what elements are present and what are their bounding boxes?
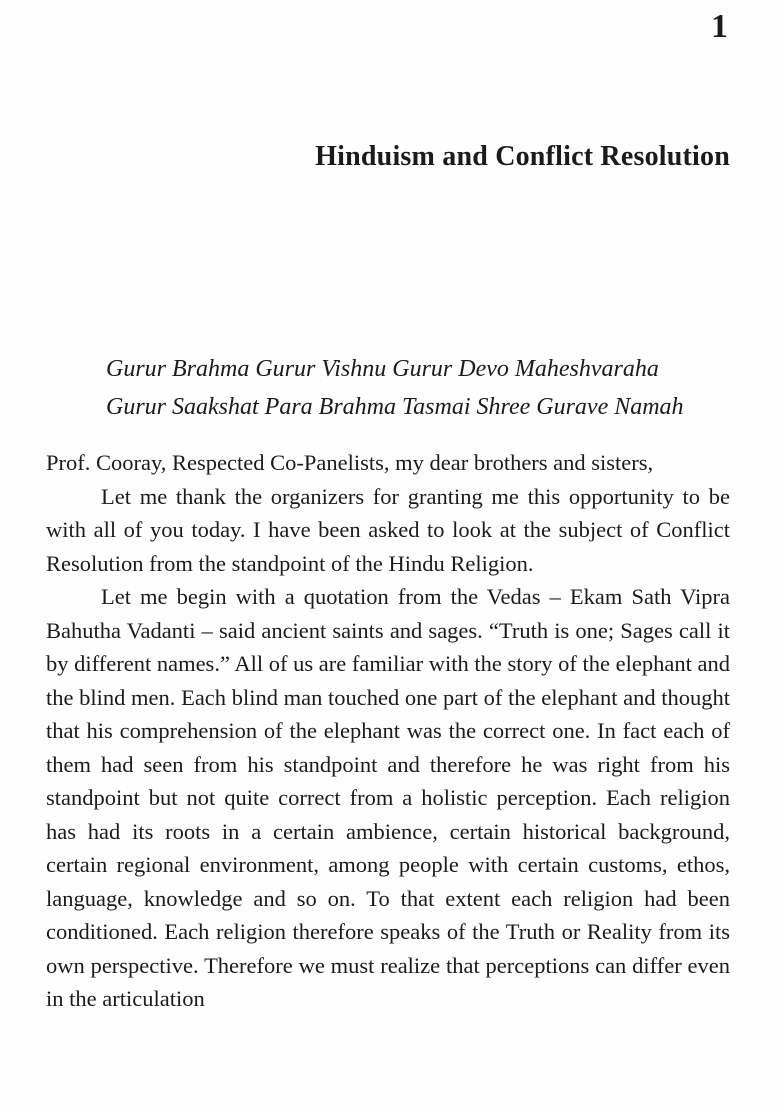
body-paragraph: Let me begin with a quotation from the Vedas – Ekam Sath Vipra Bahutha Vadanti – said ancient saints and sages. “Truth is one; Sages call it by different names.” All of us are familiar with the story of the elephant and the blind men. Each blind man touched one part of the elephant and thought that his comprehension of the elephant was the correct one. In fact each of them had seen from his standpoint and therefore he was right from his standpoint but not quite correct from a holistic perception. Each religion has had its roots in a certain ambience, certain historical background, certain regional environment, among people with certain customs, ethos, language, knowledge and so on. To that extent each religion had been conditioned. Each religion therefore speaks of the Truth or Reality from its own perspective. Therefore we must realize that perceptions can differ even in the articulation <box>46 584 730 1011</box>
verse-line: Gurur Brahma Gurur Vishnu Gurur Devo Maheshvaraha <box>106 356 659 382</box>
chapter-title: Hinduism and Conflict Resolution <box>315 141 730 172</box>
invocation-verse <box>106 350 730 426</box>
body-text <box>46 446 730 1016</box>
verse-line: Gurur Saakshat Para Brahma Tasmai Shree Gurave Namah <box>106 394 684 420</box>
body-paragraph: Prof. Cooray, Respected Co-Panelists, my dear brothers and sisters, <box>46 450 654 475</box>
body-paragraph: Let me thank the organizers for granting me this opportunity to be with all of you today. I have been asked to look at the subject of Conflict Resolution from the standpoint of the Hindu Religion. <box>46 483 730 576</box>
page-number: 1 <box>711 8 728 45</box>
